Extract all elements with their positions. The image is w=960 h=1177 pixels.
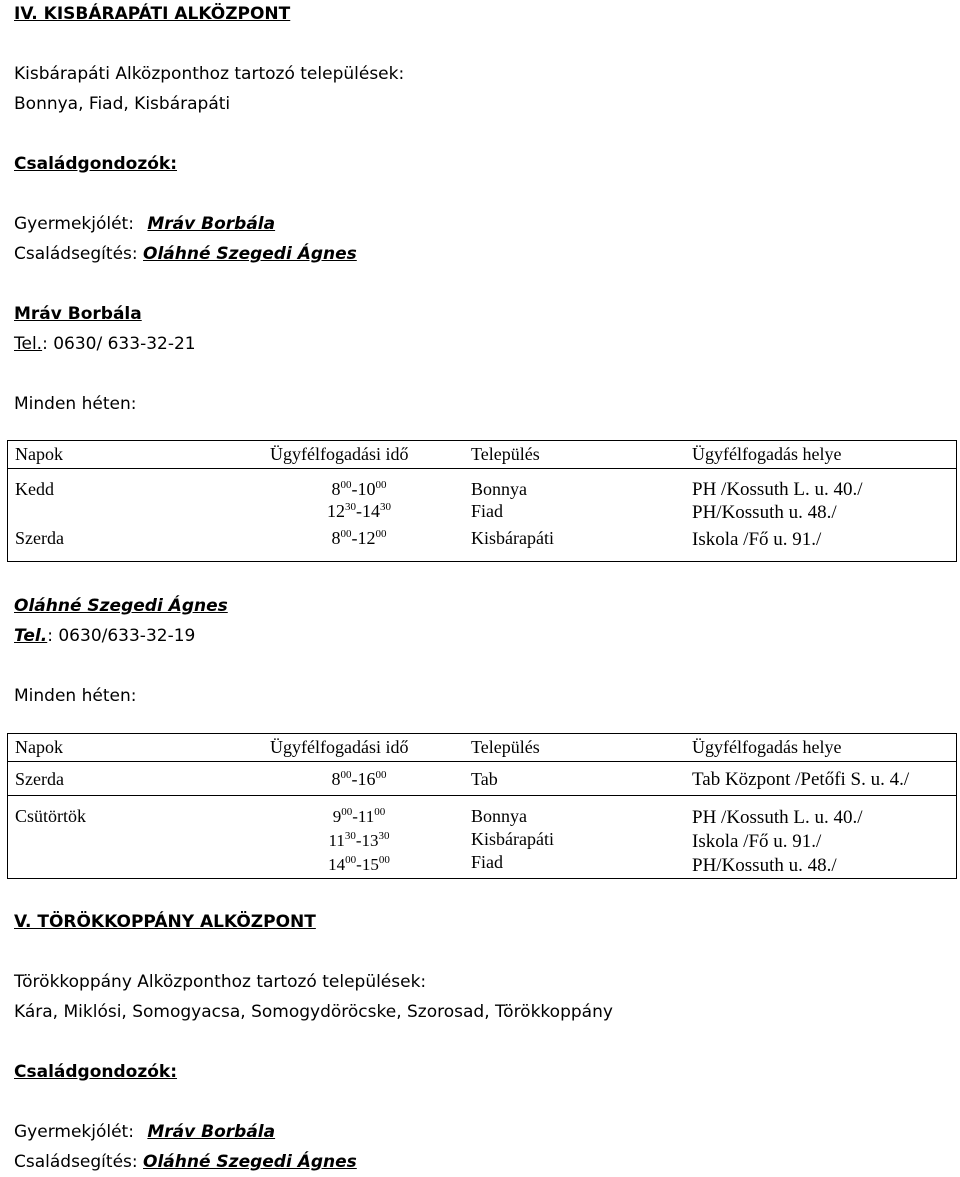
row-town: Bonnya xyxy=(471,479,527,499)
header-divider xyxy=(8,761,956,762)
row-place: Iskola /Fő u. 91./ xyxy=(692,831,822,852)
row-day: Szerda xyxy=(15,528,64,548)
row-time: $8^{00}-12^{00}$ xyxy=(331,528,387,548)
child-welfare-name: Mráv Borbála xyxy=(147,1122,276,1142)
family-support-label: Családsegítés: xyxy=(14,1152,138,1172)
section4-child-welfare-line xyxy=(14,214,275,234)
family-support-name: Oláhné Szegedi Ágnes xyxy=(143,244,357,264)
header-town: Település xyxy=(471,737,540,757)
caregiver1-name: Mráv Borbála xyxy=(14,304,142,324)
row-time: $8^{00}-16^{00}$ xyxy=(331,769,387,789)
row-place: Iskola /Fő u. 91./ xyxy=(692,529,822,550)
caregiver2-schedule-table xyxy=(7,733,957,879)
row-town: Kisbárapáti xyxy=(471,829,554,849)
row-place: PH/Kossuth u. 48./ xyxy=(692,855,837,876)
row-time: $14^{00}-15^{00}$ xyxy=(328,854,390,874)
header-divider xyxy=(8,468,956,469)
row-place: PH/Kossuth u. 48./ xyxy=(692,502,837,523)
row-time: $9^{00}-11^{00}$ xyxy=(332,806,386,826)
header-days: Napok xyxy=(15,737,63,757)
child-welfare-label: Gyermekjólét: xyxy=(14,1122,134,1142)
caregiver1-every-week: Minden héten: xyxy=(14,394,137,414)
section4-settlements: Bonnya, Fiad, Kisbárapáti xyxy=(14,94,231,114)
tel-value: : 0630/633-32-19 xyxy=(47,626,196,646)
caregiver2-every-week: Minden héten: xyxy=(14,686,137,706)
section5-settlements: Kára, Miklósi, Somogyacsa, Somogydöröcske, Szorosad, Törökkoppány xyxy=(14,1002,613,1022)
row-time: $8^{00}-10^{00}$ xyxy=(331,479,387,499)
section5-family-support-line xyxy=(14,1152,357,1172)
section4-title: IV. KISBÁRAPÁTI ALKÖZPONT xyxy=(14,4,291,24)
caregiver1-schedule-table xyxy=(7,440,957,562)
row-day: Kedd xyxy=(15,479,54,499)
section5-caregivers-label: Családgondozók: xyxy=(14,1062,178,1082)
family-support-label: Családsegítés: xyxy=(14,244,138,264)
child-welfare-label: Gyermekjólét: xyxy=(14,214,134,234)
tel-value: : 0630/ 633-32-21 xyxy=(42,334,196,354)
row-place: PH /Kossuth L. u. 40./ xyxy=(692,479,863,500)
row-time: $11^{30}-13^{30}$ xyxy=(328,830,390,850)
row-time: $12^{30}-14^{30}$ xyxy=(327,501,391,521)
row-town: Tab xyxy=(471,769,498,789)
caregiver2-name: Oláhné Szegedi Ágnes xyxy=(14,596,228,616)
section4-settlements-label: Kisbárapáti Alközponthoz tartozó települések: xyxy=(14,64,405,84)
caregiver2-tel xyxy=(14,626,195,646)
header-place: Ügyfélfogadás helye xyxy=(692,444,842,464)
row-divider xyxy=(8,795,956,796)
header-days: Napok xyxy=(15,444,63,464)
header-place: Ügyfélfogadás helye xyxy=(692,737,842,757)
header-time: Ügyfélfogadási idő xyxy=(270,444,409,464)
row-town: Fiad xyxy=(471,852,504,872)
header-time: Ügyfélfogadási idő xyxy=(270,737,409,757)
child-welfare-name: Mráv Borbála xyxy=(147,214,276,234)
row-town: Bonnya xyxy=(471,806,527,826)
tel-label: Tel. xyxy=(14,334,43,354)
section5-title: V. TÖRÖKKOPPÁNY ALKÖZPONT xyxy=(14,912,316,932)
section5-child-welfare-line xyxy=(14,1122,275,1142)
header-town: Település xyxy=(471,444,540,464)
family-support-name: Oláhné Szegedi Ágnes xyxy=(143,1152,357,1172)
section4-caregivers-label: Családgondozók: xyxy=(14,154,178,174)
row-place: PH /Kossuth L. u. 40./ xyxy=(692,807,863,828)
row-town: Kisbárapáti xyxy=(471,528,554,548)
row-day: Csütörtök xyxy=(15,806,87,826)
caregiver1-tel xyxy=(14,334,196,354)
section4-family-support-line xyxy=(14,244,357,264)
row-day: Szerda xyxy=(15,769,64,789)
tel-label: Tel. xyxy=(14,626,48,646)
section5-settlements-label: Törökkoppány Alközponthoz tartozó települések: xyxy=(14,972,427,992)
row-town: Fiad xyxy=(471,501,504,521)
row-place: Tab Központ /Petőfi S. u. 4./ xyxy=(692,769,910,790)
